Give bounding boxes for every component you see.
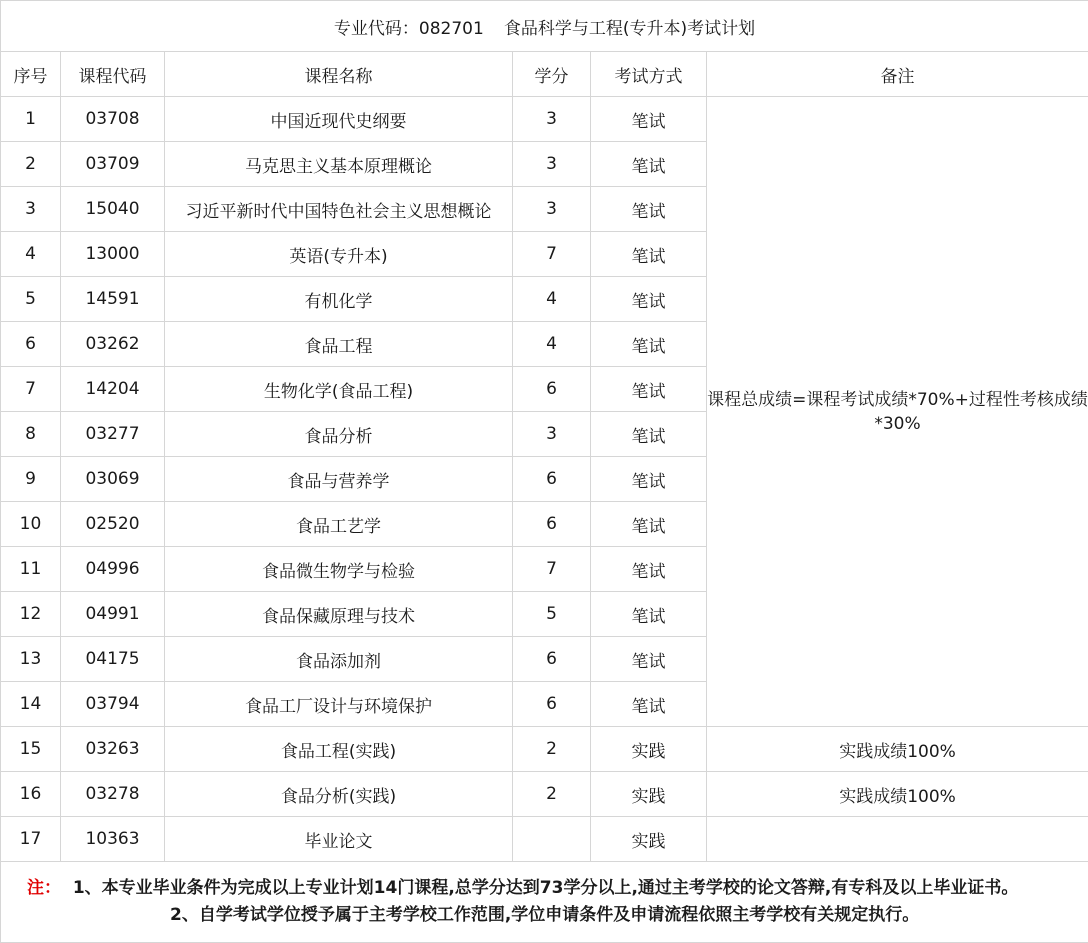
cell-course-code: 14204 [61, 367, 165, 412]
cell-seq: 3 [1, 187, 61, 232]
cell-seq: 9 [1, 457, 61, 502]
cell-exam-method: 笔试 [591, 457, 707, 502]
cell-course-name: 食品工程 [165, 322, 513, 367]
cell-credit: 2 [513, 772, 591, 817]
cell-course-name: 马克思主义基本原理概论 [165, 142, 513, 187]
table-row [1, 97, 1088, 142]
title-row [1, 1, 1088, 52]
cell-course-code: 03262 [61, 322, 165, 367]
cell-exam-method: 笔试 [591, 97, 707, 142]
cell-credit: 5 [513, 592, 591, 637]
header-course-code: 课程代码 [61, 52, 165, 97]
cell-exam-method: 笔试 [591, 547, 707, 592]
cell-course-code: 14591 [61, 277, 165, 322]
cell-exam-method: 笔试 [591, 592, 707, 637]
note-line-1 [27, 875, 1088, 902]
cell-course-code: 03708 [61, 97, 165, 142]
cell-course-code: 03709 [61, 142, 165, 187]
cell-course-name: 食品与营养学 [165, 457, 513, 502]
table-row [1, 817, 1088, 862]
cell-credit: 6 [513, 502, 591, 547]
cell-exam-method: 笔试 [591, 322, 707, 367]
cell-course-code: 03263 [61, 727, 165, 772]
cell-exam-method: 笔试 [591, 502, 707, 547]
cell-course-name: 中国近现代史纲要 [165, 97, 513, 142]
cell-course-code: 02520 [61, 502, 165, 547]
notes-row [1, 862, 1088, 943]
cell-exam-method: 实践 [591, 772, 707, 817]
cell-exam-method: 实践 [591, 817, 707, 862]
header-exam-method: 考试方式 [591, 52, 707, 97]
cell-seq: 15 [1, 727, 61, 772]
cell-course-code: 03069 [61, 457, 165, 502]
cell-seq: 11 [1, 547, 61, 592]
cell-course-code: 04175 [61, 637, 165, 682]
cell-remark: 实践成绩100% [707, 772, 1088, 817]
cell-seq: 17 [1, 817, 61, 862]
note-text-1: 1、本专业毕业条件为完成以上专业计划14门课程,总学分达到73学分以上,通过主考学校的论文答辩,有专科及以上毕业证书。 [72, 878, 1019, 898]
table-title [1, 1, 1088, 52]
cell-exam-method: 笔试 [591, 637, 707, 682]
cell-credit: 6 [513, 457, 591, 502]
cell-course-code: 10363 [61, 817, 165, 862]
table-row [1, 727, 1088, 772]
cell-course-name: 食品保藏原理与技术 [165, 592, 513, 637]
header-credit: 学分 [513, 52, 591, 97]
cell-course-name: 习近平新时代中国特色社会主义思想概论 [165, 187, 513, 232]
cell-seq: 2 [1, 142, 61, 187]
cell-course-code: 13000 [61, 232, 165, 277]
cell-credit: 7 [513, 232, 591, 277]
header-course-name: 课程名称 [165, 52, 513, 97]
cell-course-code: 03278 [61, 772, 165, 817]
cell-course-name: 食品工艺学 [165, 502, 513, 547]
header-remark: 备注 [707, 52, 1088, 97]
cell-credit [513, 817, 591, 862]
cell-course-name: 食品分析(实践) [165, 772, 513, 817]
cell-exam-method: 笔试 [591, 412, 707, 457]
cell-credit: 7 [513, 547, 591, 592]
cell-seq: 13 [1, 637, 61, 682]
cell-credit: 3 [513, 97, 591, 142]
cell-credit: 4 [513, 277, 591, 322]
cell-exam-method: 笔试 [591, 277, 707, 322]
table-row [1, 772, 1088, 817]
cell-credit: 6 [513, 637, 591, 682]
cell-credit: 6 [513, 367, 591, 412]
cell-seq: 6 [1, 322, 61, 367]
notes-cell [1, 862, 1088, 943]
cell-course-name: 英语(专升本) [165, 232, 513, 277]
cell-exam-method: 笔试 [591, 367, 707, 412]
cell-credit: 4 [513, 322, 591, 367]
cell-exam-method: 笔试 [591, 232, 707, 277]
cell-seq: 14 [1, 682, 61, 727]
cell-course-name: 毕业论文 [165, 817, 513, 862]
header-row [1, 52, 1088, 97]
cell-exam-method: 实践 [591, 727, 707, 772]
cell-course-code: 03794 [61, 682, 165, 727]
note-text-2: 2、自学考试学位授予属于主考学校工作范围,学位申请条件及申请流程依照主考学校有关规定执行。 [170, 905, 920, 925]
cell-exam-method: 笔试 [591, 142, 707, 187]
cell-course-name: 食品工程(实践) [165, 727, 513, 772]
cell-course-name: 有机化学 [165, 277, 513, 322]
cell-remark: 实践成绩100% [707, 727, 1088, 772]
cell-credit: 6 [513, 682, 591, 727]
cell-seq: 10 [1, 502, 61, 547]
program-name: 食品科学与工程(专升本)考试计划 [503, 18, 756, 39]
cell-seq: 12 [1, 592, 61, 637]
cell-course-code: 03277 [61, 412, 165, 457]
cell-remark [707, 817, 1088, 862]
cell-seq: 16 [1, 772, 61, 817]
cell-credit: 3 [513, 187, 591, 232]
cell-seq: 5 [1, 277, 61, 322]
cell-credit: 2 [513, 727, 591, 772]
cell-course-name: 食品微生物学与检验 [165, 547, 513, 592]
cell-course-code: 15040 [61, 187, 165, 232]
cell-exam-method: 笔试 [591, 682, 707, 727]
cell-credit: 3 [513, 412, 591, 457]
cell-course-code: 04996 [61, 547, 165, 592]
cell-remark-merged: 课程总成绩=课程考试成绩*70%+过程性考核成绩*30% [707, 97, 1088, 727]
cell-course-name: 食品分析 [165, 412, 513, 457]
note-label: 注： [27, 878, 61, 898]
cell-exam-method: 笔试 [591, 187, 707, 232]
cell-course-name: 食品添加剂 [165, 637, 513, 682]
cell-credit: 3 [513, 142, 591, 187]
cell-course-code: 04991 [61, 592, 165, 637]
cell-course-name: 生物化学(食品工程) [165, 367, 513, 412]
cell-seq: 4 [1, 232, 61, 277]
cell-seq: 8 [1, 412, 61, 457]
cell-seq: 7 [1, 367, 61, 412]
cell-seq: 1 [1, 97, 61, 142]
cell-course-name: 食品工厂设计与环境保护 [165, 682, 513, 727]
major-code: 专业代码：082701 [333, 18, 484, 39]
header-seq: 序号 [1, 52, 61, 97]
